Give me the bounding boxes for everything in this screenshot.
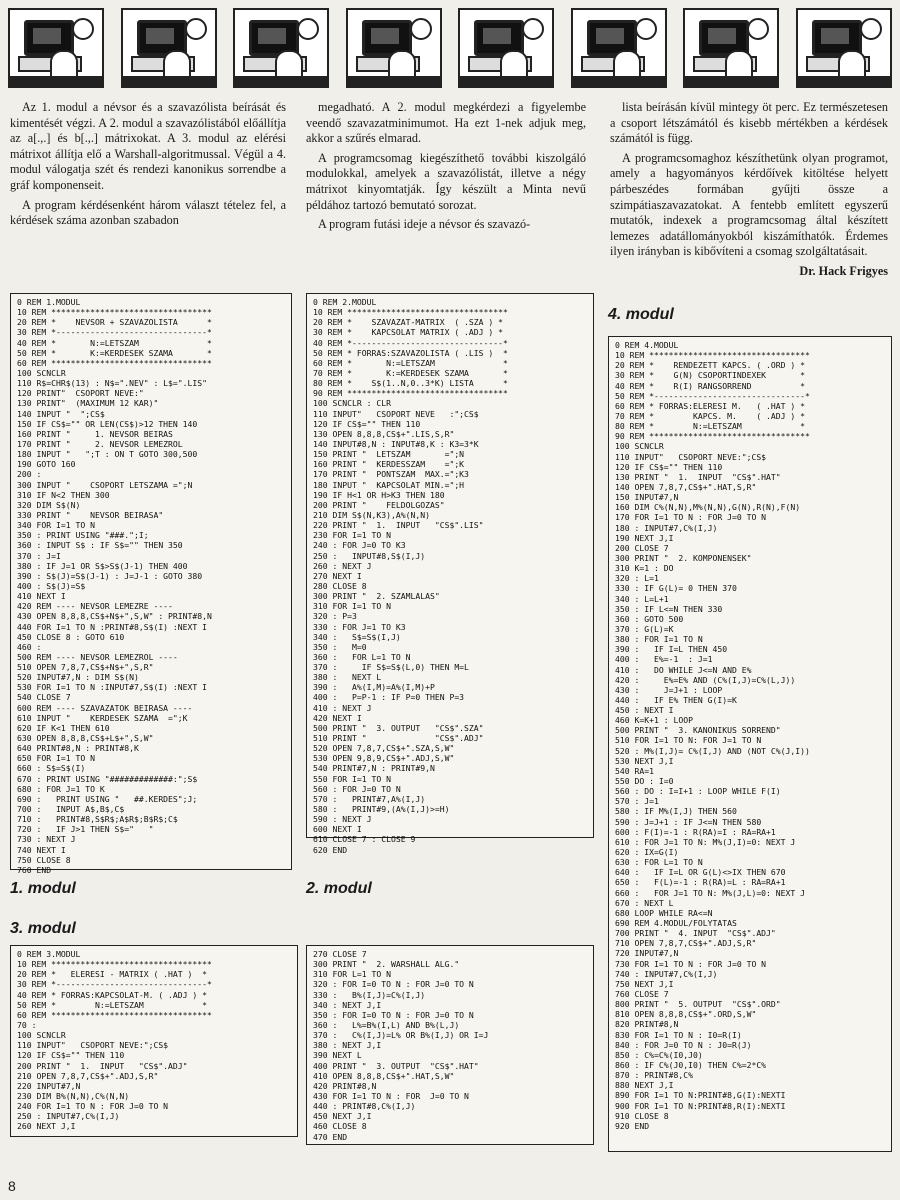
code-line: 110 R$=CHR$(13) : N$=".NEV" : L$=".LIS" [17,378,208,389]
code-line: 410 NEXT I [17,591,66,602]
code-line: 460 K=K+1 : LOOP [615,715,693,726]
code-line: 320 : P=3 [313,611,357,622]
code-line: 180 INPUT " ";T : ON T GOTO 300,500 [17,449,198,460]
code-line: 320 : L=1 [615,573,659,584]
code-line: 210 DIM S$(N,K3),A%(N,N) [313,509,430,520]
code-line: 220 PRINT " 1. INPUT "CS$".LIS" [313,520,484,531]
code-line: 410 OPEN 8,8,8,CS$+".HAT,S,W" [313,1070,455,1081]
computer-cartoon-icon [346,8,442,88]
code-line: 800 PRINT " 5. OUTPUT "CS$".ORD" [615,999,781,1010]
code-line: 70 REM * KAPCS. M. ( .ADJ ) * [615,410,806,421]
code-line: 390 : A%(I,M)=A%(I,M)+P [313,682,435,693]
code-line: 550 FOR I=1 TO N [313,773,391,784]
code-line: 190 IF H<1 OR H>K3 THEN 180 [313,489,445,500]
code-line: 530 FOR I=1 TO N :INPUT#7,S$(I) :NEXT I [17,682,208,693]
code-line: 430 OPEN 8,8,8,CS$+N$+",S,W" : PRINT#8,N [17,611,212,622]
code-line: 740 NEXT I [17,844,66,855]
intro-column-1 [10,100,286,233]
module-3-label: 3. modul [10,920,76,937]
code-line: 20 REM * ELERESI - MATRIX ( .HAT ) * [17,969,208,980]
code-line: 170 PRINT " 2. NEVSOR LEMEZROL [17,438,183,449]
code-line: 580 : IF M%(I,J) THEN 560 [615,806,737,817]
code-line: 500 PRINT " 3. KANONIKUS SORREND" [615,725,781,736]
code-line: 190 GOTO 160 [17,459,76,470]
code-line: 70 REM * K:=KERDESEK SZAMA * [313,367,508,378]
code-line: 530 OPEN 9,8,9,CS$+".ADJ,S,W" [313,753,455,764]
code-line: 150 PRINT " LETSZAM =";N [313,449,465,460]
code-line: 620 IF K<1 THEN 610 [17,722,110,733]
paragraph: lista beírásán kívül mintegy öt perc. Ez természetesen a csoport létszámától és kisebb mértékben a kérdések számától is függ. [610,100,888,146]
code-line: 730 FOR I=1 TO N : FOR J=0 TO N [615,958,767,969]
code-line: 810 OPEN 8,8,8,CS$+".ORD,S,W" [615,1009,757,1020]
code-line: 160 PRINT " 1. NEVSOR BEIRAS [17,428,173,439]
code-line: 30 REM * G(N) CSOPORTINDEXEK * [615,370,806,381]
code-line: 870 : PRINT#8,C% [615,1070,693,1081]
code-line: 400 : E%=-1 : J=1 [615,654,713,665]
intro-column-2 [306,100,586,237]
code-line: 660 : S$=S$(I) [17,763,86,774]
code-line: 340 FOR I=1 TO N [17,520,95,531]
intro-column-3 [610,100,888,280]
code-line: 120 IF CS$="" THEN 110 [17,1050,125,1061]
code-line: 400 : P=P-1 : IF P=0 THEN P=3 [313,692,465,703]
code-line: 730 : NEXT J [17,834,76,845]
code-line: 300 PRINT " 2. WARSHALL ALG." [313,959,460,970]
code-line: 160 DIM C%(N,N),M%(N,N),G(N),R(N),F(N) [615,502,801,513]
code-line: 300 INPUT " CSOPORT LETSZAMA =";N [17,479,193,490]
code-line: 340 : NEXT J,I [313,999,382,1010]
code-line: 110 INPUT" CSOPORT NEVE :";CS$ [313,408,479,419]
code-line: 350 : IF L<=N THEN 330 [615,603,723,614]
code-line: 380 : NEXT J,I [313,1040,382,1051]
code-line: 310 IF N<2 THEN 300 [17,489,110,500]
code-line: 330 : B%(I,J)=C%(I,J) [313,989,426,1000]
code-line: 100 SCNCLR [17,367,66,378]
author-signature: Dr. Hack Frigyes [799,263,888,278]
code-line: 10 REM ********************************* [313,307,508,318]
code-line: 10 REM ********************************* [615,350,810,361]
code-line: 250 : INPUT#7,C%(I,J) [17,1111,120,1122]
code-line: 310 FOR I=1 TO N [313,601,391,612]
code-line: 450 CLOSE 8 : GOTO 610 [17,631,125,642]
code-line: 220 INPUT#7,N [17,1080,81,1091]
code-line: 420 REM ---- NEVSOR LEMEZRE ---- [17,601,173,612]
code-line: 60 REM ********************************* [17,1009,212,1020]
code-line: 330 : IF G(L)= 0 THEN 370 [615,583,737,594]
code-line: 450 NEXT J,I [313,1111,372,1122]
code-line: 180 : INPUT#7,C%(I,J) [615,522,718,533]
code-line: 0 REM 3.MODUL [17,949,81,959]
code-line: 420 PRINT#8,N [313,1080,377,1091]
code-line: 760 CLOSE 7 [615,989,669,999]
page-number: 8 [8,1178,16,1194]
code-line: 50 REM * FORRAS:SZAVAZOLISTA ( .LIS ) * [313,347,508,358]
code-line: 910 CLOSE 8 [615,1110,669,1121]
code-line: 440 : PRINT#8,C%(I,J) [313,1101,416,1112]
code-line: 580 : PRINT#9,(A%(I,J)>=H) [313,804,450,815]
code-line: 390 NEXT L [313,1050,362,1061]
code-line: 370 : C%(I,J)=L% OR B%(I,J) OR I=J [313,1030,489,1041]
code-line: 340 : L=L+1 [615,593,669,604]
code-line: 20 REM * SZAVAZAT-MATRIX ( .SZA ) * [313,317,504,328]
code-line: 420 : E%=E% AND (C%(I,J)=C%(L,J)) [615,674,796,685]
header-banner [8,8,892,90]
paragraph: megadható. A 2. modul megkérdezi a figyelembe veendő szavazatminimumot. Ha ezt 1-nek adjuk meg, akkor a szűrés elmarad. [306,100,586,146]
code-line: 350 : M=0 [313,641,367,652]
module-2-label: 2. modul [306,880,372,897]
code-line: 20 REM * RENDEZETT KAPCS. ( .ORD ) * [615,360,806,371]
code-line: 540 PRINT#7,N : PRINT#9,N [313,763,435,774]
computer-cartoon-icon [233,8,329,88]
code-line: 640 : IF I=L OR G(L)<>IX THEN 670 [615,867,786,878]
code-line: 540 RA=1 [615,765,654,776]
code-line: 840 : FOR J=0 TO N : J0=R(J) [615,1039,752,1050]
code-line: 380 : NEXT L [313,672,382,683]
code-line: 330 : FOR J=1 TO K3 [313,621,406,632]
code-line: 30 REM *-------------------------------* [17,327,212,338]
code-line: 690 REM 4.MODUL/FOLYTATAS [615,918,737,929]
code-line: 60 REM * N:=LETSZAM * [313,357,508,368]
code-line: 150 IF CS$="" OR LEN(CS$)>12 THEN 140 [17,418,198,429]
code-line: 360 : GOTO 500 [615,613,684,624]
code-line: 300 PRINT " 2. KOMPONENSEK" [615,552,752,563]
code-line: 430 : J=J+1 : LOOP [615,684,723,695]
code-line: 520 INPUT#7,N : DIM S$(N) [17,672,139,683]
paragraph: A programcsomag kiegészíthető további kiszolgáló modulokkal, amelyek a szavazólistát, illetve a négy mátrixot kinyomtatják. Így készült a Minta nevű példához tartozó bemutató sorozat. [306,150,586,212]
code-line: 650 : F(L)=-1 : R(RA)=L : RA=RA+1 [615,877,786,888]
code-line: 460 CLOSE 8 [313,1121,367,1132]
code-line: 60 REM ********************************* [17,357,212,368]
code-line: 200 PRINT " FELDOLGOZAS" [313,499,445,510]
code-line: 270 CLOSE 7 [313,949,367,959]
code-line: 20 REM * NEVSOR + SZAVAZOLISTA * [17,317,212,328]
paragraph: A programcsomaghoz készíthetünk olyan programot, amely a hagyományos kérdőívek kitöltése helyett párbeszédes formában gyűjti össze a szimpátiaszavazatokat. A fentebb említett egyszerű mutatók, indexek a programcsomag által készített lemezes adatállományokból kiszámíthatók. Érdemes ilyen irányban is kibővíteni a csomag szolgáltatásait. [610,150,888,259]
code-line: 820 PRINT#8,N [615,1019,679,1030]
paragraph: A program kérdésenként három választ tételez fel, a kérdések száma azonban szabadon [10,197,286,228]
code-line: 170 PRINT " PONTSZAM MAX.=";K3 [313,469,469,480]
code-line: 430 FOR I=1 TO N : FOR J=0 TO N [313,1090,469,1101]
code-line: 890 FOR I=1 TO N:PRINT#8,G(I):NEXTI [615,1090,786,1101]
code-line: 120 IF CS$="" THEN 110 [313,418,421,429]
computer-cartoon-icon [8,8,104,88]
code-line: 340 : S$=S$(I,J) [313,631,401,642]
code-line: 420 NEXT I [313,712,362,723]
code-line: 510 FOR I=1 TO N: FOR J=1 TO N [615,735,762,746]
code-line: 400 : S$(J)=S$ [17,580,86,591]
code-line: 680 LOOP WHILE RA<=N [615,907,713,918]
code-line: 370 : J=I [17,550,61,561]
code-listing-module-2 [306,293,594,855]
code-line: 40 REM * FORRAS:KAPCSOLAT-M. ( .ADJ ) * [17,989,208,1000]
code-line: 80 REM * S$(1..N,0..3*K) LISTA * [313,378,508,389]
code-line: 130 OPEN 8,8,8,CS$+".LIS,S,R" [313,428,455,439]
code-line: 40 REM *-------------------------------* [313,337,508,348]
code-line: 520 OPEN 7,8,7,CS$+".SZA,S,W" [313,743,455,754]
code-line: 390 : IF I=L THEN 450 [615,644,728,655]
code-line: 350 : FOR I=0 TO N : FOR J=0 TO N [313,1009,474,1020]
code-line: 510 PRINT " "CS$".ADJ" [313,733,484,744]
code-line: 10 REM ********************************* [17,307,212,318]
code-line: 860 : IF C%(J0,I0) THEN C%=2*C% [615,1059,767,1070]
code-line: 700 : INPUT A$,B$,C$ [17,804,125,815]
code-line: 600 : F(I)=-1 : R(RA)=I : RA=RA+1 [615,826,776,837]
code-line: 10 REM ********************************* [17,959,212,970]
code-line: 240 : FOR J=0 TO K3 [313,540,406,551]
code-line: 630 : FOR L=1 TO N [615,857,703,868]
computer-cartoon-icon [571,8,667,88]
code-line: 760 END [17,864,52,875]
code-line: 160 PRINT " KERDESSZAM =";K [313,459,465,470]
code-line: 110 INPUT" CSOPORT NEVE:";CS$ [17,1040,169,1051]
code-line: 320 DIM S$(N) [17,499,81,510]
code-line: 260 NEXT J,I [17,1121,76,1132]
code-line: 900 FOR I=1 TO N:PRINT#8,R(I):NEXTI [615,1100,786,1111]
code-line: 440 : IF E% THEN G(I)=K [615,694,737,705]
code-line: 270 NEXT I [313,570,362,581]
code-listing-module-3-part-2 [306,945,594,1145]
code-line: 200 PRINT " 1. INPUT "CS$".ADJ" [17,1060,188,1071]
computer-cartoon-icon [458,8,554,88]
code-line: 610 : FOR J=1 TO N: M%(J,I)=0: NEXT J [615,836,796,847]
code-line: 540 CLOSE 7 [17,692,71,703]
code-line: 30 REM *-------------------------------* [17,979,212,990]
code-line: 320 : FOR I=0 TO N : FOR J=0 TO N [313,979,474,990]
code-line: 310 K=1 : DO [615,563,674,574]
code-line: 720 INPUT#7,N [615,948,679,959]
code-line: 670 : NEXT L [615,897,674,908]
code-line: 600 REM ---- SZAVAZATOK BEIRASA ---- [17,702,193,713]
code-line: 350 : PRINT USING "###.";I; [17,530,149,541]
code-line: 560 : DO : I=I+1 : LOOP WHILE F(I) [615,786,781,797]
code-line: 650 FOR I=1 TO N [17,753,95,764]
code-line: 920 END [615,1120,650,1131]
code-line: 300 PRINT " 2. SZAMLALAS" [313,591,440,602]
code-line: 230 DIM B%(N,N),C%(N,N) [17,1090,130,1101]
code-line: 830 FOR I=1 TO N : I0=R(I) [615,1029,742,1040]
code-line: 170 FOR I=1 TO N : FOR J=0 TO N [615,512,767,523]
code-line: 630 OPEN 8,8,8,CS$+L$+",S,W" [17,733,154,744]
code-line: 530 NEXT J,I [615,755,674,766]
code-line: 460 : [17,641,42,652]
code-line: 210 OPEN 7,8,7,CS$+".ADJ,S,R" [17,1070,159,1081]
code-line: 880 NEXT J,I [615,1080,674,1091]
code-line: 280 CLOSE 8 [313,580,367,591]
code-line: 190 NEXT J,I [615,532,674,543]
code-line: 410 : NEXT J [313,702,372,713]
paragraph: A program futási ideje a névsor és szavazó- [318,217,531,232]
code-line: 570 : PRINT#7,A%(I,J) [313,793,426,804]
code-line: 370 : IF S$=S$(L,0) THEN M=L [313,662,469,673]
code-line: 70 : [17,1019,37,1030]
code-line: 140 INPUT#8,N : INPUT#8,K : K3=3*K [313,438,479,449]
code-line: 640 PRINT#8,N : PRINT#8,K [17,743,139,754]
code-line: 720 : IF J>1 THEN S$=" " [17,824,154,835]
code-line: 330 PRINT " NEVSOR BEIRASA" [17,509,164,520]
code-line: 590 : NEXT J [313,814,372,825]
code-line: 590 : J=J+1 : IF J<=N THEN 580 [615,816,762,827]
module-4-label: 4. modul [608,306,674,323]
code-line: 750 NEXT J,I [615,978,674,989]
code-line: 310 FOR L=1 TO N [313,969,391,980]
code-line: 370 : G(L)=K [615,623,674,634]
code-line: 360 : FOR L=1 TO N [313,651,411,662]
code-line: 130 PRINT " 1. INPUT "CS$".HAT" [615,471,781,482]
code-line: 520 : M%(I,J)= C%(I,J) AND (NOT C%(J,I)) [615,745,810,756]
code-line: 500 REM ---- NEVSOR LEMEZROL ---- [17,651,178,662]
code-line: 0 REM 4.MODUL [615,340,679,350]
code-line: 610 CLOSE 7 : CLOSE 9 [313,834,416,845]
code-line: 250 : INPUT#8,S$(I,J) [313,550,426,561]
code-line: 260 : NEXT J [313,560,372,571]
code-line: 90 REM ********************************* [313,388,508,399]
code-line: 560 : FOR J=0 TO N [313,783,401,794]
code-line: 60 REM * FORRAS:ELERESI M. ( .HAT ) * [615,400,806,411]
code-line: 230 FOR I=1 TO N [313,530,391,541]
code-line: 200 CLOSE 7 [615,542,669,553]
code-line: 700 PRINT " 4. INPUT "CS$".ADJ" [615,928,776,939]
code-line: 500 PRINT " 3. OUTPUT "CS$".SZA" [313,722,484,733]
paragraph: Az 1. modul a névsor és a szavazólista beírását és kimentését végzi. A 2. modul a szavazólistából előállítja az a[.,.] és b[.,.] mátrixokat. A 3. modul az elérési mátrixot állítja elő a Warshall-algoritmussal. Végül a 4. modul válogatja szét és rendezi kanonikus sorrendbe a gráf komponenseit. [10,100,286,192]
code-line: 120 PRINT" CSOPORT NEVE:" [17,388,144,399]
code-listing-module-4 [608,336,892,1152]
computer-cartoon-icon [796,8,892,88]
code-line: 0 REM 1.MODUL [17,297,81,307]
code-line: 180 INPUT " KAPCSOLAT MIN.=";H [313,479,465,490]
code-line: 710 OPEN 7,8,7,CS$+".ADJ,S,R" [615,938,757,949]
code-line: 0 REM 2.MODUL [313,297,377,307]
module-1-label: 1. modul [10,880,76,897]
computer-cartoon-icon [121,8,217,88]
code-line: 600 NEXT I [313,824,362,835]
code-line: 80 REM * N:=LETSZAM * [615,421,806,432]
code-line: 410 : DO WHILE J<=N AND E% [615,664,752,675]
code-line: 100 SCNCLR [615,441,664,452]
code-line: 450 : NEXT I [615,705,674,716]
code-line: 610 INPUT " KERDESEK SZAMA =";K [17,712,188,723]
code-line: 50 REM *-------------------------------* [615,390,810,401]
code-line: 40 REM * R(I) RANGSORREND * [615,380,806,391]
code-listing-module-1 [10,293,292,875]
code-line: 570 : J=1 [615,796,659,807]
code-line: 90 REM ********************************* [615,431,810,442]
code-line: 120 IF CS$="" THEN 110 [615,461,723,472]
code-line: 360 : INPUT S$ : IF S$="" THEN 350 [17,540,183,551]
code-line: 380 : FOR I=1 TO N [615,634,703,645]
code-line: 550 DO : I=0 [615,776,674,787]
code-line: 680 : FOR J=1 TO K [17,783,105,794]
code-line: 850 : C%=C%(I0,J0) [615,1049,703,1060]
computer-cartoon-icon [683,8,779,88]
code-line: 660 : FOR J=1 TO N: M%(J,L)=0: NEXT J [615,887,806,898]
code-line: 710 : PRINT#8,S$R$;A$R$;B$R$;C$ [17,814,178,825]
code-line: 390 : S$(J)=S$(J-1) : J=J-1 : GOTO 380 [17,570,203,581]
code-listing-module-3-part-1 [10,945,298,1137]
code-line: 440 FOR I=1 TO N :PRINT#8,S$(I) :NEXT I [17,621,208,632]
code-line: 240 FOR I=1 TO N : FOR J=0 TO N [17,1101,169,1112]
code-line: 110 INPUT" CSOPORT NEVE:";CS$ [615,451,767,462]
code-line: 510 OPEN 7,8,7,CS$+N$+",S,R" [17,662,154,673]
code-line: 140 INPUT " ";CS$ [17,408,105,419]
code-line: 50 REM * K:=KERDESEK SZAMA * [17,347,212,358]
code-line: 30 REM * KAPCSOLAT MATRIX ( .ADJ ) * [313,327,504,338]
code-line: 40 REM * N:=LETSZAM * [17,337,212,348]
code-line: 740 : INPUT#7,C%(I,J) [615,968,718,979]
code-line: 130 PRINT" (MAXIMUM 12 KAR)" [17,398,159,409]
code-line: 50 REM * N:=LETSZAM * [17,999,208,1010]
code-line: 620 END [313,844,348,855]
code-line: 380 : IF J=1 OR S$>S$(J-1) THEN 400 [17,560,188,571]
code-line: 400 PRINT " 3. OUTPUT "CS$".HAT" [313,1060,479,1071]
code-line: 690 : PRINT USING " ##.KERDES";J; [17,793,198,804]
code-line: 100 SCNCLR : CLR [313,398,391,409]
code-line: 200 : [17,469,42,480]
code-line: 140 OPEN 7,8,7,CS$+".HAT,S,R" [615,481,757,492]
code-line: 670 : PRINT USING "#############:";S$ [17,773,198,784]
code-line: 620 : IX=G(I) [615,847,679,858]
code-line: 360 : L%=B%(I,L) AND B%(L,J) [313,1019,460,1030]
code-line: 470 END [313,1131,348,1142]
code-line: 150 INPUT#7,N [615,492,679,503]
code-line: 100 SCNCLR [17,1030,66,1041]
code-line: 750 CLOSE 8 [17,854,71,865]
